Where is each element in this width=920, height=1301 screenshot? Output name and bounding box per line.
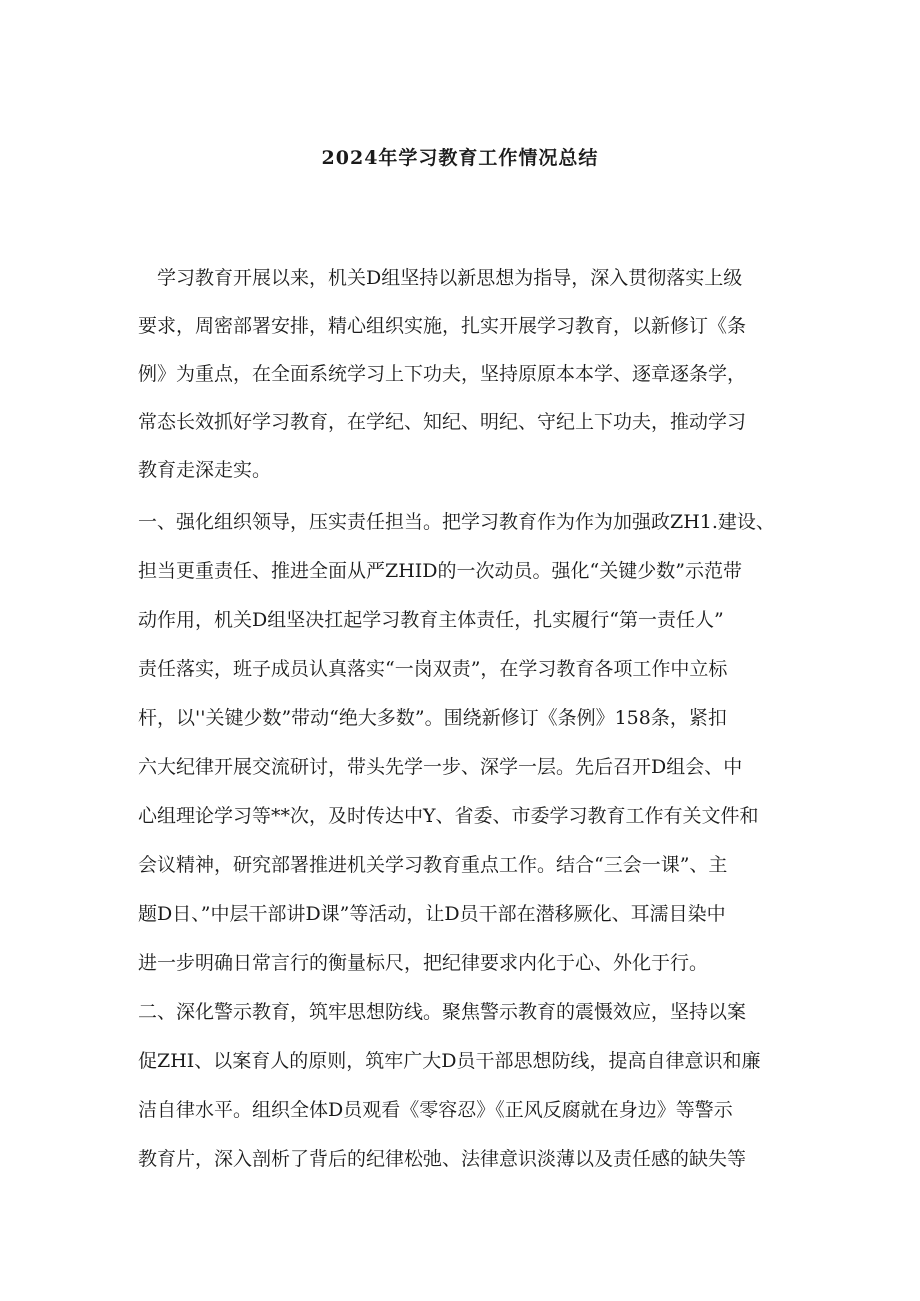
- paragraph-line: 例》为重点，在全面系统学习上下功夫，坚持原原本本学、逐章逐条学，: [138, 363, 747, 385]
- document-title: 2024年学习教育工作情况总结: [321, 147, 599, 169]
- paragraph-line: 要求，周密部署安排，精心组织实施，扎实开展学习教育，以新修订《条: [138, 315, 747, 337]
- paragraph-line: 动作用，机关D组坚决扛起学习教育主体责任，扎实履行“第一责任人”: [138, 609, 724, 631]
- paragraph-line: 责任落实，班子成员认真落实“一岗双责”，在学习教育各项工作中立标: [138, 658, 728, 680]
- paragraph-line: 促ZHI、以案育人的原则，筑牢广大D员干部思想防线，提高自律意识和廉: [138, 1050, 761, 1072]
- paragraph-line: 二、深化警示教育，筑牢思想防线。聚焦警示教育的震慑效应，坚持以案: [138, 1001, 747, 1023]
- paragraph-line: 洁自律水平。组织全体D员观看《零容忍》《正风反腐就在身边》等警示: [138, 1099, 733, 1121]
- paragraph-line: 六大纪律开展交流研讨，带头先学一步、深学一层。先后召开D组会、中: [138, 756, 743, 778]
- paragraph-line: 杆，以''关键少数”带动“绝大多数”。围绕新修订《条例》158条，紧扣: [138, 707, 727, 729]
- paragraph-line: 进一步明确日常言行的衡量标尺，把纪律要求内化于心、外化于行。: [138, 952, 709, 974]
- paragraph-line: 会议精神，研究部署推进机关学习教育重点工作。结合“三会一课”、主: [138, 854, 728, 876]
- paragraph-line: 常态长效抓好学习教育，在学纪、知纪、明纪、守纪上下功夫，推动学习: [138, 411, 747, 433]
- paragraph-line: 一、强化组织领导，压实责任担当。把学习教育作为作为加强政ZH1.建设、: [138, 511, 775, 533]
- paragraph-line: 教育片，深入剖析了背后的纪律松弛、法律意识淡薄以及责任感的缺失等: [138, 1148, 747, 1170]
- paragraph-line: 心组理论学习等**次，及时传达中Y、省委、市委学习教育工作有关文件和: [138, 805, 759, 827]
- paragraph-line: 担当更重责任、推进全面从严ZHID的一次动员。强化“关键少数”示范带: [138, 560, 742, 582]
- paragraph-line: 教育走深走实。: [138, 459, 272, 481]
- paragraph-line: 学习教育开展以来，机关D组坚持以新思想为指导，深入贯彻落实上级: [138, 267, 743, 289]
- paragraph-line: 题D日、”中层干部讲D课”等活动，让D员干部在潜移厥化、耳濡目染中: [138, 903, 726, 925]
